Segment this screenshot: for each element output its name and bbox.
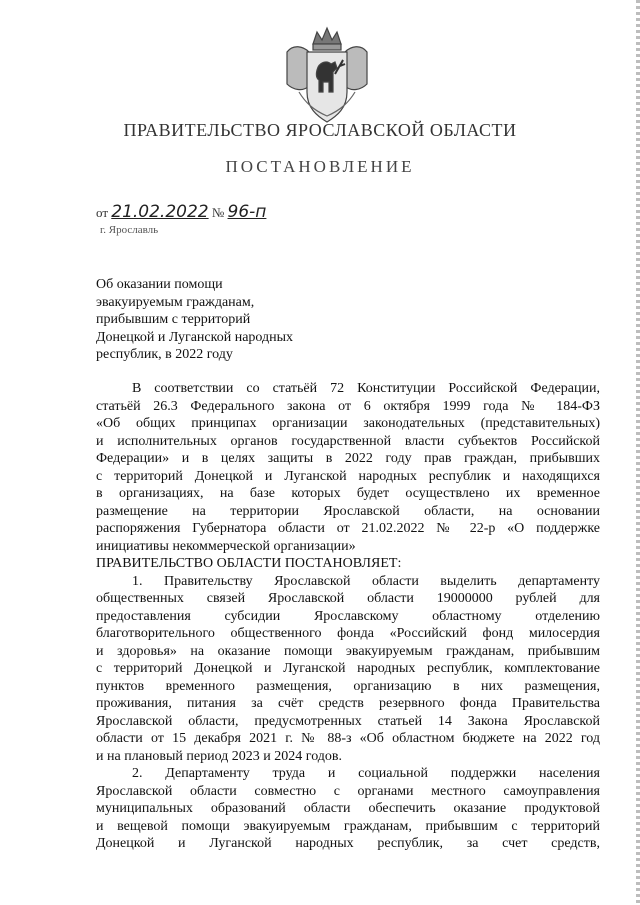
- text-line: муниципальных образований области обеспечить оказание продуктовой: [96, 801, 600, 816]
- text-line: благотворительного общественного фонда «Российский фонд милосердия: [96, 626, 600, 641]
- subject-line: Донецкой и Луганской народных: [96, 329, 294, 345]
- text-line: общественных связей Ярославской области 19000000 рублей для: [96, 591, 600, 606]
- text-line: Донецкой и Луганской народных республик, за счет средств,: [96, 836, 600, 851]
- text-line: и здоровья» на оказание помощи эвакуируемым гражданам, прибывшим: [96, 643, 600, 659]
- decree-subject: [96, 276, 356, 364]
- handwritten-date: 21.02.2022: [111, 202, 209, 222]
- text-line: 2. Департаменту труда и социальной поддержки населения: [132, 766, 600, 781]
- handwritten-number: 96-п: [227, 202, 267, 222]
- subject-line: Об оказании помощи: [96, 277, 223, 292]
- city: г. Ярославль: [100, 224, 159, 236]
- text-line: пунктов временного размещения, организацию в них размещения,: [96, 678, 600, 694]
- date-number-line: [96, 202, 266, 222]
- number-prefix: №: [211, 205, 225, 220]
- text-line: проживания, питания за счёт средств резервного фонда Правительства: [96, 696, 600, 711]
- text-line: распоряжения Губернатора области от 21.02.2022 № 22-р «О поддержке: [96, 521, 600, 536]
- subject-line: эвакуируемым гражданам,: [96, 294, 255, 310]
- text-line: области от 15 декабря 2021 г. № 88-з «Об областном бюджете на 2022 год: [96, 731, 600, 746]
- item-1-paragraph: [96, 573, 600, 766]
- coat-of-arms-emblem: [283, 22, 371, 126]
- document-type: ПОСТАНОВЛЕНИЕ: [225, 157, 415, 176]
- text-line: с территорий Донецкой и Луганской народных республик, комплектование: [96, 661, 600, 676]
- government-title: ПРАВИТЕЛЬСТВО ЯРОСЛАВСКОЙ ОБЛАСТИ: [123, 120, 517, 140]
- subject-line: прибывшим с территорий: [96, 312, 251, 327]
- text-line: Ярославской области совместно с органами местного самоуправления: [96, 783, 600, 799]
- text-line: предоставления субсидии Ярославскому областному отделению: [96, 608, 600, 624]
- decree-body: [96, 380, 600, 853]
- text-line: и исполнительных органов государственной власти субъектов Российской: [96, 433, 600, 449]
- text-line: В соответствии со статьёй 72 Конституции Российской Федерации,: [132, 381, 600, 396]
- text-line: 1. Правительству Ярославской области выделить департаменту: [132, 573, 600, 589]
- resolution-heading: ПРАВИТЕЛЬСТВО ОБЛАСТИ ПОСТАНОВЛЯЕТ:: [96, 556, 402, 571]
- item-2-paragraph: [96, 765, 600, 853]
- text-line: и вещевой помощи эвакуируемым гражданам, прибывшим с территорий: [96, 818, 600, 834]
- text-line: и на плановый период 2023 и 2024 годов.: [96, 748, 343, 764]
- date-prefix: от: [96, 205, 109, 220]
- text-line: статьёй 26.3 Федерального закона от 6 октября 1999 года № 184-ФЗ: [96, 398, 600, 414]
- preamble-paragraph: [96, 380, 600, 555]
- text-line: «Об общих принципах организации законодательных (представительных): [96, 416, 600, 431]
- text-line: инициативы некоммерческой организации»: [96, 538, 356, 554]
- text-line: с территорий Донецкой и Луганской народных республик и находящихся: [96, 468, 600, 484]
- text-line: Федерации» и в целях защиты в 2022 году прав граждан, прибывших: [96, 451, 600, 466]
- text-line: размещение на территории Ярославской области, на основании: [96, 503, 600, 519]
- text-line: в организациях, на базе которых будет осуществлено их временное: [96, 486, 600, 501]
- subject-line: республик, в 2022 году: [96, 347, 233, 362]
- text-line: Ярославской области, предусмотренных статьей 14 Закона Ярославской: [96, 713, 600, 729]
